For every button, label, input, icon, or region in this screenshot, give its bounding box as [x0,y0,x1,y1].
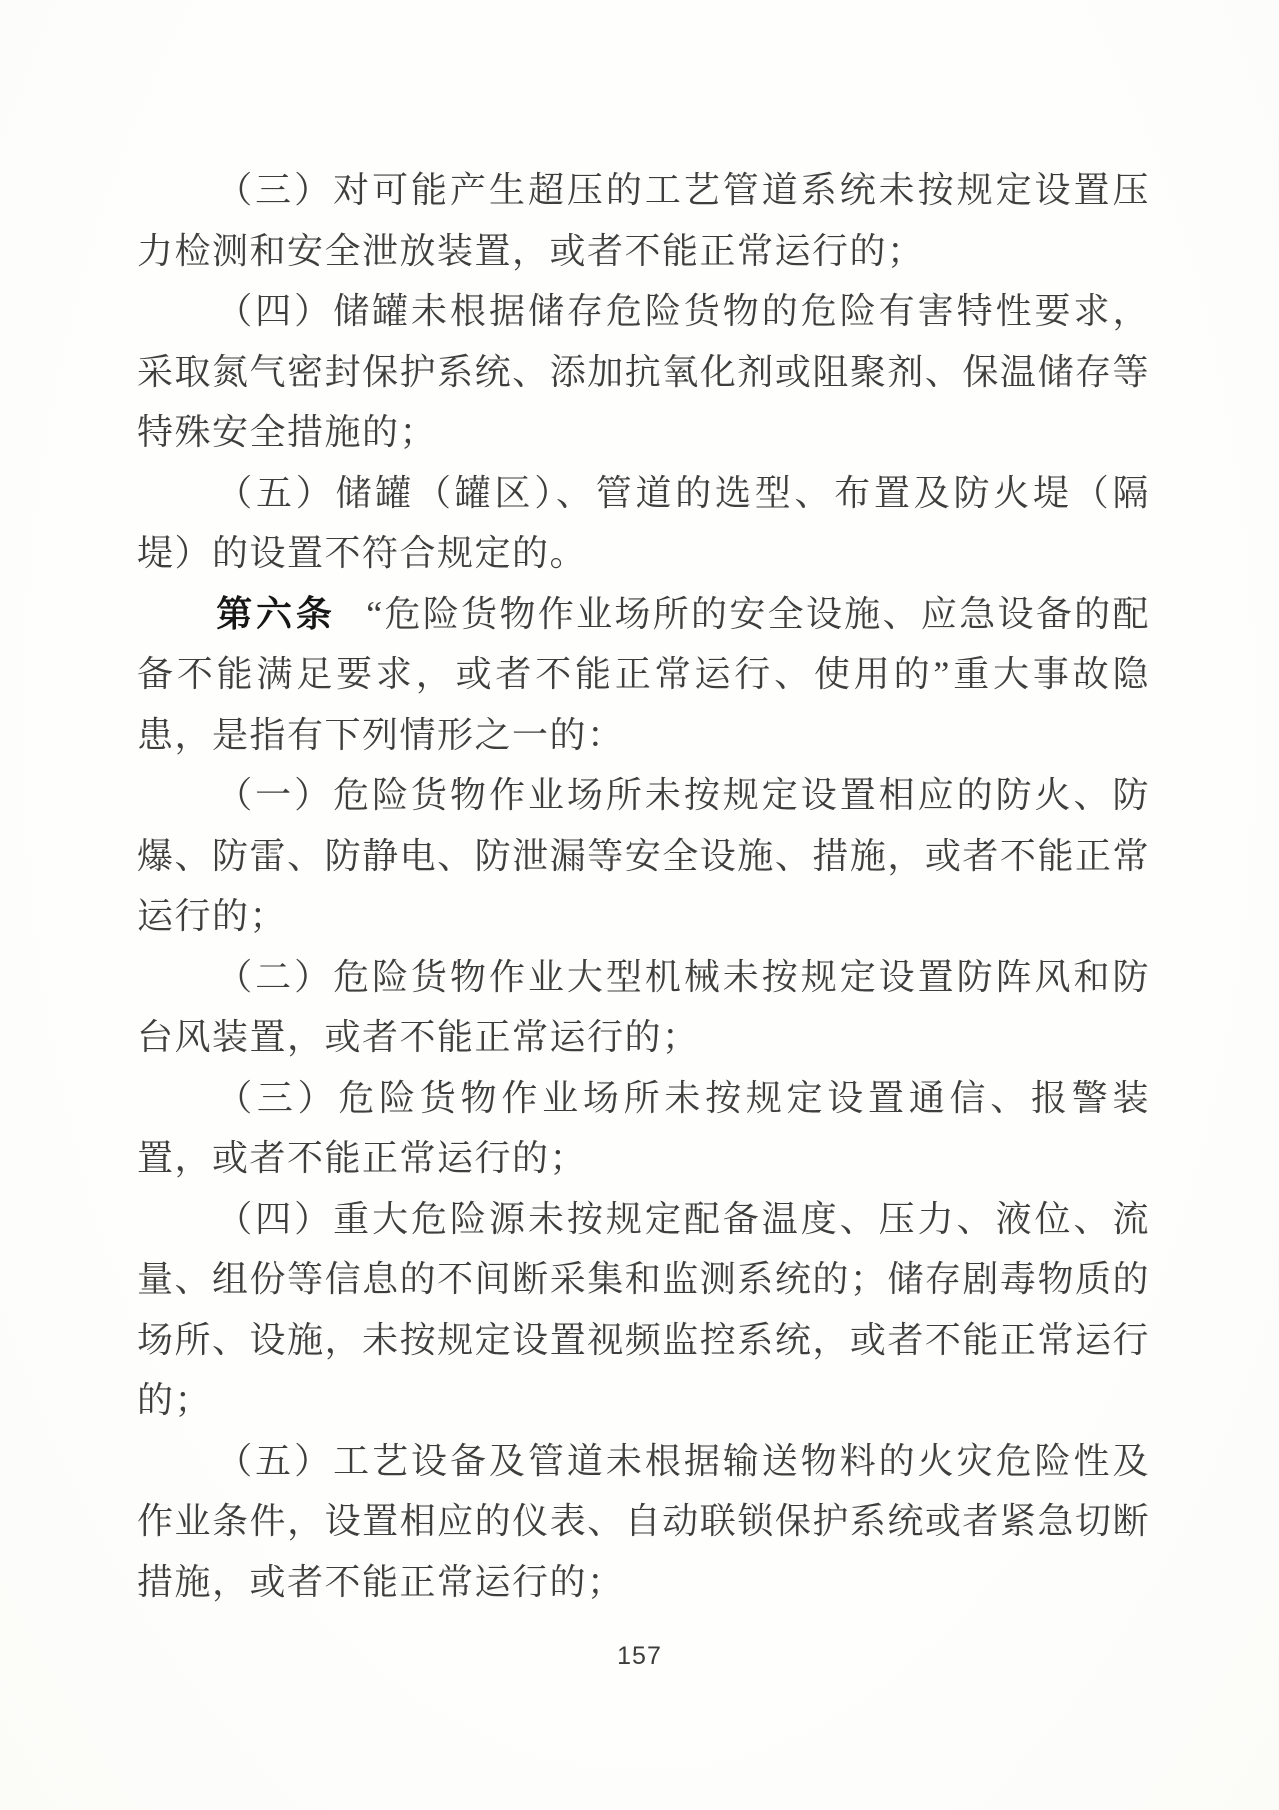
paragraph-item-2-large-machinery: （二）危险货物作业大型机械未按规定设置防阵风和防台风装置，或者不能正常运行的； [137,956,1150,1057]
paragraph-item-4-storage-tank: （四）储罐未根据储存危险货物的危险有害特性要求，采取氮气密封保护系统、添加抗氧化剂或阻聚剂、保温储存等特殊安全措施的； [137,291,1150,452]
paragraph-item-4-major-hazard-monitoring: （四）重大危险源未按规定配备温度、压力、液位、流量、组份等信息的不间断采集和监测系统的；储存剧毒物质的场所、设施，未按规定设置视频监控系统，或者不能正常运行的； [137,1198,1150,1420]
paragraph-item-5-process-equipment: （五）工艺设备及管道未根据输送物料的火灾危险性及作业条件，设置相应的仪表、自动联锁保护系统或者紧急切断措施，或者不能正常运行的； [137,1440,1150,1602]
paragraph-item-3-overpressure: （三）对可能产生超压的工艺管道系统未按规定设置压力检测和安全泄放装置，或者不能正常运行的； [137,170,1150,271]
page-number: 157 [617,1642,662,1670]
paragraph-article-6 [137,584,1150,766]
paragraph-item-1-fire-protection: （一）危险货物作业场所未按规定设置相应的防火、防爆、防雷、防静电、防泄漏等安全设施、措施，或者不能正常运行的； [137,775,1150,936]
paragraph-item-3-communication-alarm: （三）危险货物作业场所未按规定设置通信、报警装置，或者不能正常运行的； [137,1077,1150,1178]
article-body-text: “危险货物作业场所的安全设施、应急设备的配备不能满足要求，或者不能正常运行、使用的”重大事故隐患，是指有下列情形之一的： [137,593,1150,755]
article-number: 第六条 [216,593,336,634]
document-text-block [137,160,1150,1612]
paragraph-item-5-tank-layout: （五）储罐（罐区）、管道的选型、布置及防火堤（隔堤）的设置不符合规定的。 [137,472,1150,573]
